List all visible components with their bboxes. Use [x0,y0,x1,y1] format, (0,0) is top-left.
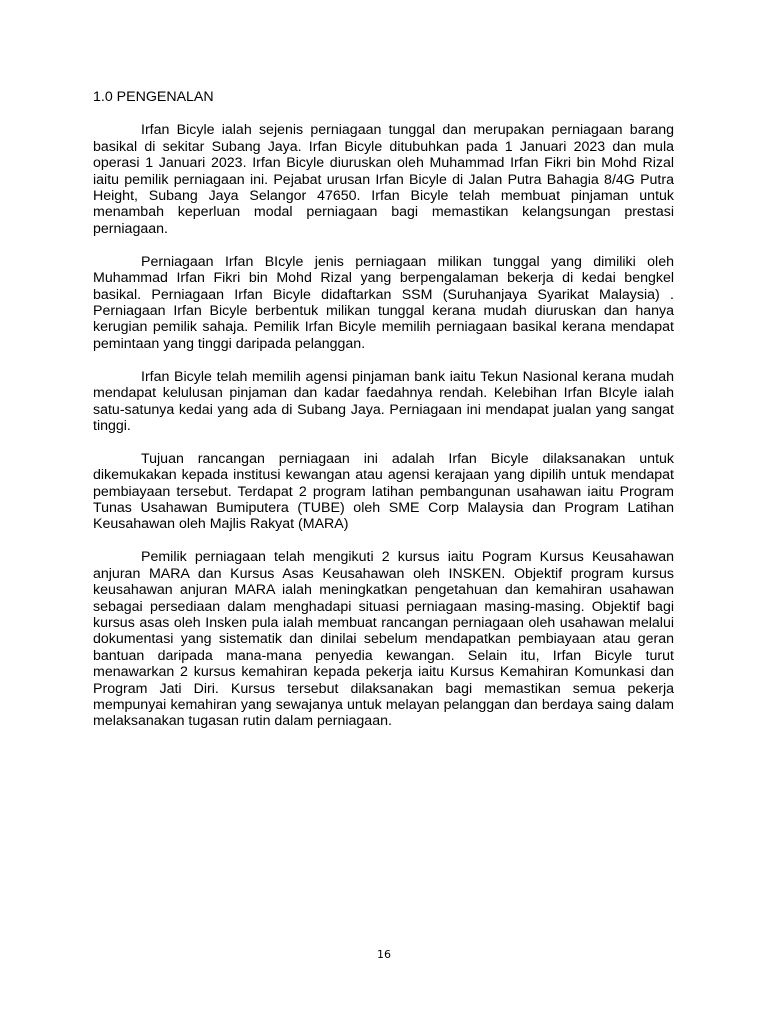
section-heading: 1.0 PENGENALAN [93,89,214,105]
page-number: 16 [377,948,391,961]
paragraph-courses: Pemilik perniagaan telah mengikuti 2 kursus iaitu Pogram Kursus Keusahawan anjuran MARA dan Kursus Asas Keusahawan oleh INSKEN. Objektif program kursus keusahawan anjuran MARA ialah meningkatkan pengetahuan dan kemahiran usahawan sebagai persediaan dalam menghadapi situasi perniagaan masing-masing. Objektif bagi kursus asas oleh Insken pula ialah membuat rancangan perniagaan oleh usahawan melalui dokumentasi yang sistematik dan dinilai sebelum mendapatkan pembiayaan atau geran bantuan daripada mana-mana penyedia kewangan. Selain itu, Irfan Bicyle turut menawarkan 2 kursus kemahiran kepada pekerja iaitu Kursus Kemahiran Komunkasi dan Program Jati Diri. Kursus tersebut dilaksanakan bagi memastikan semua pekerja mempunyai kemahiran yang sewajanya untuk melayan pelanggan dan berdaya saing dalam melaksanakan tugasan rutin dalam perniagaan. [93,549,674,730]
document-body [93,89,674,746]
paragraph-plan-purpose: Tujuan rancangan perniagaan ini adalah Irfan Bicyle dilaksanakan untuk dikemukakan kepada institusi kewangan atau agensi kerajaan yang dipilih untuk mendapat pembiayaan tersebut. Terdapat 2 program latihan pembangunan usahawan iaitu Program Tunas Usahawan Bumiputera (TUBE) oleh SME Corp Malaysia dan Program Latihan Keusahawan oleh Majlis Rakyat (MARA) [93,450,674,533]
paragraph-introduction: Irfan Bicyle ialah sejenis perniagaan tunggal dan merupakan perniagaan barang basikal di sekitar Subang Jaya. Irfan Bicyle ditubuhkan pada 1 Januari 2023 dan mula operasi 1 Januari 2023. Irfan Bicyle diuruskan oleh Muhammad Irfan Fikri bin Mohd Rizal iaitu pemilik perniagaan ini. Pejabat urusan Irfan Bicyle di Jalan Putra Bahagia 8/4G Putra Height, Subang Jaya Selangor 47650. Irfan Bicyle telah membuat pinjaman untuk menambah keperluan modal perniagaan bagi memastikan kelangsungan prestasi perniagaan. [93,122,674,237]
paragraph-loan-agency: Irfan Bicyle telah memilih agensi pinjaman bank iaitu Tekun Nasional kerana mudah mendapat kelulusan pinjaman dan kadar faedahnya rendah. Kelebihan Irfan BIcyle ialah satu-satunya kedai yang ada di Subang Jaya. Perniagaan ini mendapat jualan yang sangat tinggi. [93,368,674,434]
paragraph-business-type: Perniagaan Irfan BIcyle jenis perniagaan milikan tunggal yang dimiliki oleh Muhammad Irfan Fikri bin Mohd Rizal yang berpengalaman bekerja di kedai bengkel basikal. Perniagaan Irfan Bicyle didaftarkan SSM (Suruhanjaya Syarikat Malaysia) . Perniagaan Irfan Bicyle berbentuk milikan tunggal kerana mudah diuruskan dan hanya kerugian pemilik sahaja. Pemilik Irfan Bicyle memilih perniagaan basikal kerana mendapat pemintaan yang tinggi daripada pelanggan. [93,253,674,352]
